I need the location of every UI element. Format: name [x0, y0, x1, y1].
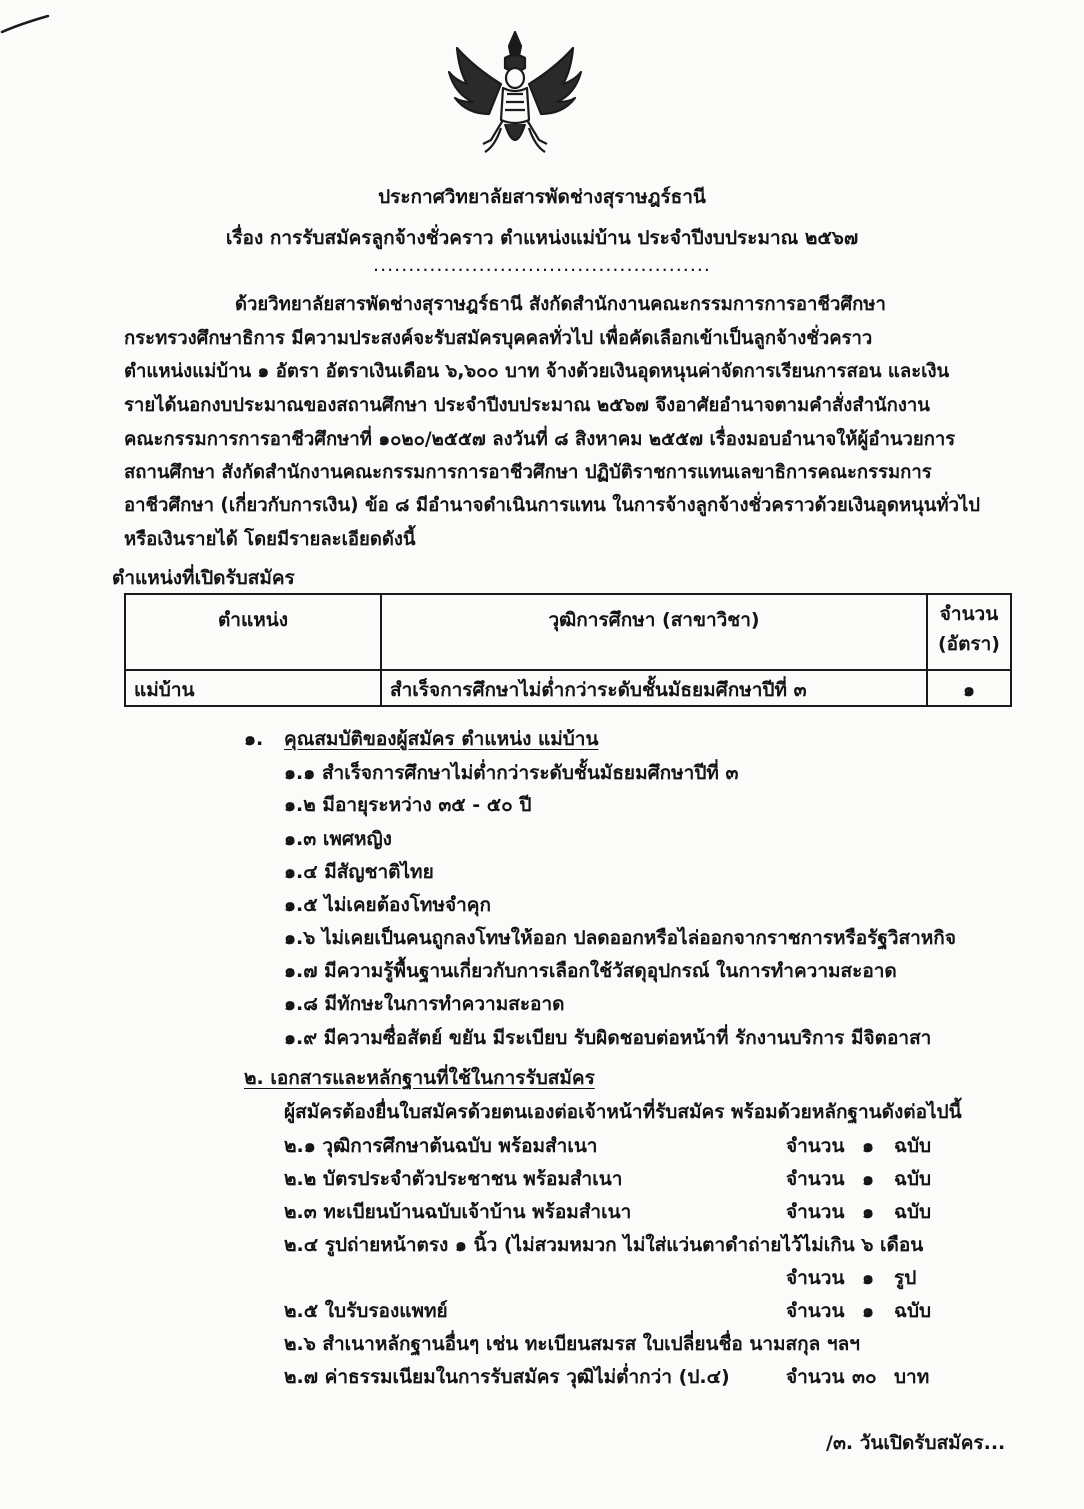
- intro-line-7: อาชีวศึกษา (เกี่ยวกับการเงิน) ข้อ ๘ มีอำนาจดำเนินการแทน ในการจ้างลูกจ้างชั่วคราวด้วยเงินอุดหนุนทั่วไป: [124, 495, 981, 516]
- document-item: ๒.๕ ใบรับรองแพทย์: [284, 1300, 448, 1322]
- section2-title: ๒. เอกสารและหลักฐานที่ใช้ในการรับสมัคร: [244, 1067, 595, 1089]
- row-count: ๑: [927, 670, 1011, 706]
- qty-label: จำนวน: [786, 1267, 845, 1289]
- col-qualification-header: วุฒิการศึกษา (สาขาวิชา): [381, 594, 927, 670]
- list-item: ๑.๑ สำเร็จการศึกษาไม่ต่ำกว่าระดับชั้นมัธยมศึกษาปีที่ ๓: [284, 762, 739, 784]
- row-position: แม่บ้าน: [125, 670, 381, 706]
- document-item: ๒.๗ ค่าธรรมเนียมในการรับสมัคร วุฒิไม่ต่ำกว่า (ป.๔): [284, 1366, 730, 1388]
- qty-value: ๑: [862, 1267, 875, 1289]
- pen-mark: [0, 10, 60, 40]
- positions-heading: ตำแหน่งที่เปิดรับสมัคร: [112, 567, 295, 589]
- qty-unit: บาท: [894, 1366, 930, 1388]
- list-item: ๑.๓ เพศหญิง: [284, 828, 392, 850]
- qty-label: จำนวน: [786, 1366, 845, 1388]
- intro-line-5: คณะกรรมการการอาชีวศึกษาที่ ๑๐๒๐/๒๕๕๗ ลงวันที่ ๘ สิงหาคม ๒๕๕๗ เรื่องมอบอำนาจให้ผู้อำนวยการ: [124, 429, 956, 450]
- qty-value: ๑: [862, 1168, 875, 1190]
- list-item: ๑.๘ มีทักษะในการทำความสะอาด: [284, 993, 565, 1015]
- section2-lead: ผู้สมัครต้องยื่นใบสมัครด้วยตนเองต่อเจ้าหน้าที่รับสมัคร พร้อมด้วยหลักฐานดังต่อไปนี้: [284, 1101, 962, 1123]
- intro-line-6: สถานศึกษา สังกัดสำนักงานคณะกรรมการการอาชีวศึกษา ปฏิบัติราชการแทนเลขาธิการคณะกรรมการ: [124, 462, 932, 483]
- announcement-title: ประกาศวิทยาลัยสารพัดช่างสุราษฎร์ธานี: [378, 186, 706, 208]
- intro-line-2: กระทรวงศึกษาธิการ มีความประสงค์จะรับสมัครบุคคลทั่วไป เพื่อคัดเลือกเข้าเป็นลูกจ้างชั่วคราว: [124, 328, 873, 349]
- document-item: ๒.๒ บัตรประจำตัวประชาชน พร้อมสำเนา: [284, 1168, 623, 1190]
- title-separator: ................................................: [373, 254, 711, 276]
- qty-value: ๑: [862, 1135, 875, 1157]
- intro-line-8: หรือเงินรายได้ โดยมีรายละเอียดดังนี้: [124, 529, 416, 550]
- row-qualification: สำเร็จการศึกษาไม่ต่ำกว่าระดับชั้นมัธยมศึกษาปีที่ ๓: [381, 670, 927, 706]
- list-item: ๑.๒ มีอายุระหว่าง ๓๕ - ๕๐ ปี: [284, 794, 532, 816]
- document-item: ๒.๖ สำเนาหลักฐานอื่นๆ เช่น ทะเบียนสมรส ใบเปลี่ยนชื่อ นามสกุล ฯลฯ: [284, 1333, 860, 1355]
- section1-title: คุณสมบัติของผู้สมัคร ตำแหน่ง แม่บ้าน: [284, 728, 599, 750]
- continuation-note: /๓. วันเปิดรับสมัคร...: [826, 1432, 1006, 1454]
- list-item: ๑.๗ มีความรู้พื้นฐานเกี่ยวกับการเลือกใช้วัสดุอุปกรณ์ ในการทำความสะอาด: [284, 960, 897, 982]
- qty-unit: ฉบับ: [894, 1300, 932, 1322]
- qty-value: ๓๐: [852, 1366, 877, 1388]
- qty-unit: ฉบับ: [894, 1168, 932, 1190]
- intro-line-1: ด้วยวิทยาลัยสารพัดช่างสุราษฎร์ธานี สังกัดสำนักงานคณะกรรมการการอาชีวศึกษา: [235, 294, 886, 315]
- table-row: [125, 670, 1011, 706]
- positions-table: [124, 593, 1012, 707]
- qty-label: จำนวน: [786, 1300, 845, 1322]
- col-position-header: ตำแหน่ง: [125, 594, 381, 670]
- announcement-subject: เรื่อง การรับสมัครลูกจ้างชั่วคราว ตำแหน่งแม่บ้าน ประจำปีงบประมาณ ๒๕๖๗: [225, 227, 859, 249]
- document-item: ๒.๔ รูปถ่ายหน้าตรง ๑ นิ้ว (ไม่สวมหมวก ไม่ใส่แว่นตาดำถ่ายไว้ไม่เกิน ๖ เดือน: [284, 1234, 924, 1256]
- qty-unit: ฉบับ: [894, 1135, 932, 1157]
- intro-line-3: ตำแหน่งแม่บ้าน ๑ อัตรา อัตราเงินเดือน ๖,๖๐๐ บาท จ้างด้วยเงินอุดหนุนค่าจัดการเรียนการสอน และเงิน: [124, 361, 950, 382]
- qty-label: จำนวน: [786, 1135, 845, 1157]
- list-item: ๑.๙ มีความซื่อสัตย์ ขยัน มีระเบียบ รับผิดชอบต่อหน้าที่ รักงานบริการ มีจิตอาสา: [284, 1027, 932, 1049]
- qty-unit: รูป: [894, 1267, 917, 1289]
- col-count-header: จำนวน (อัตรา): [927, 594, 1011, 670]
- qty-value: ๑: [862, 1300, 875, 1322]
- document-item: ๒.๓ ทะเบียนบ้านฉบับเจ้าบ้าน พร้อมสำเนา: [284, 1201, 632, 1223]
- garuda-emblem: [445, 28, 585, 160]
- qty-unit: ฉบับ: [894, 1201, 932, 1223]
- intro-line-4: รายได้นอกงบประมาณของสถานศึกษา ประจำปีงบประมาณ ๒๕๖๗ จึงอาศัยอำนาจตามคำสั่งสำนักงาน: [124, 395, 930, 416]
- qty-label: จำนวน: [786, 1168, 845, 1190]
- section1-number: ๑.: [244, 728, 264, 750]
- list-item: ๑.๖ ไม่เคยเป็นคนถูกลงโทษให้ออก ปลดออกหรือไล่ออกจากราชการหรือรัฐวิสาหกิจ: [284, 927, 956, 949]
- document-item: ๒.๑ วุฒิการศึกษาต้นฉบับ พร้อมสำเนา: [284, 1135, 598, 1157]
- list-item: ๑.๕ ไม่เคยต้องโทษจำคุก: [284, 894, 491, 916]
- qty-label: จำนวน: [786, 1201, 845, 1223]
- qty-value: ๑: [862, 1201, 875, 1223]
- list-item: ๑.๔ มีสัญชาติไทย: [284, 861, 434, 883]
